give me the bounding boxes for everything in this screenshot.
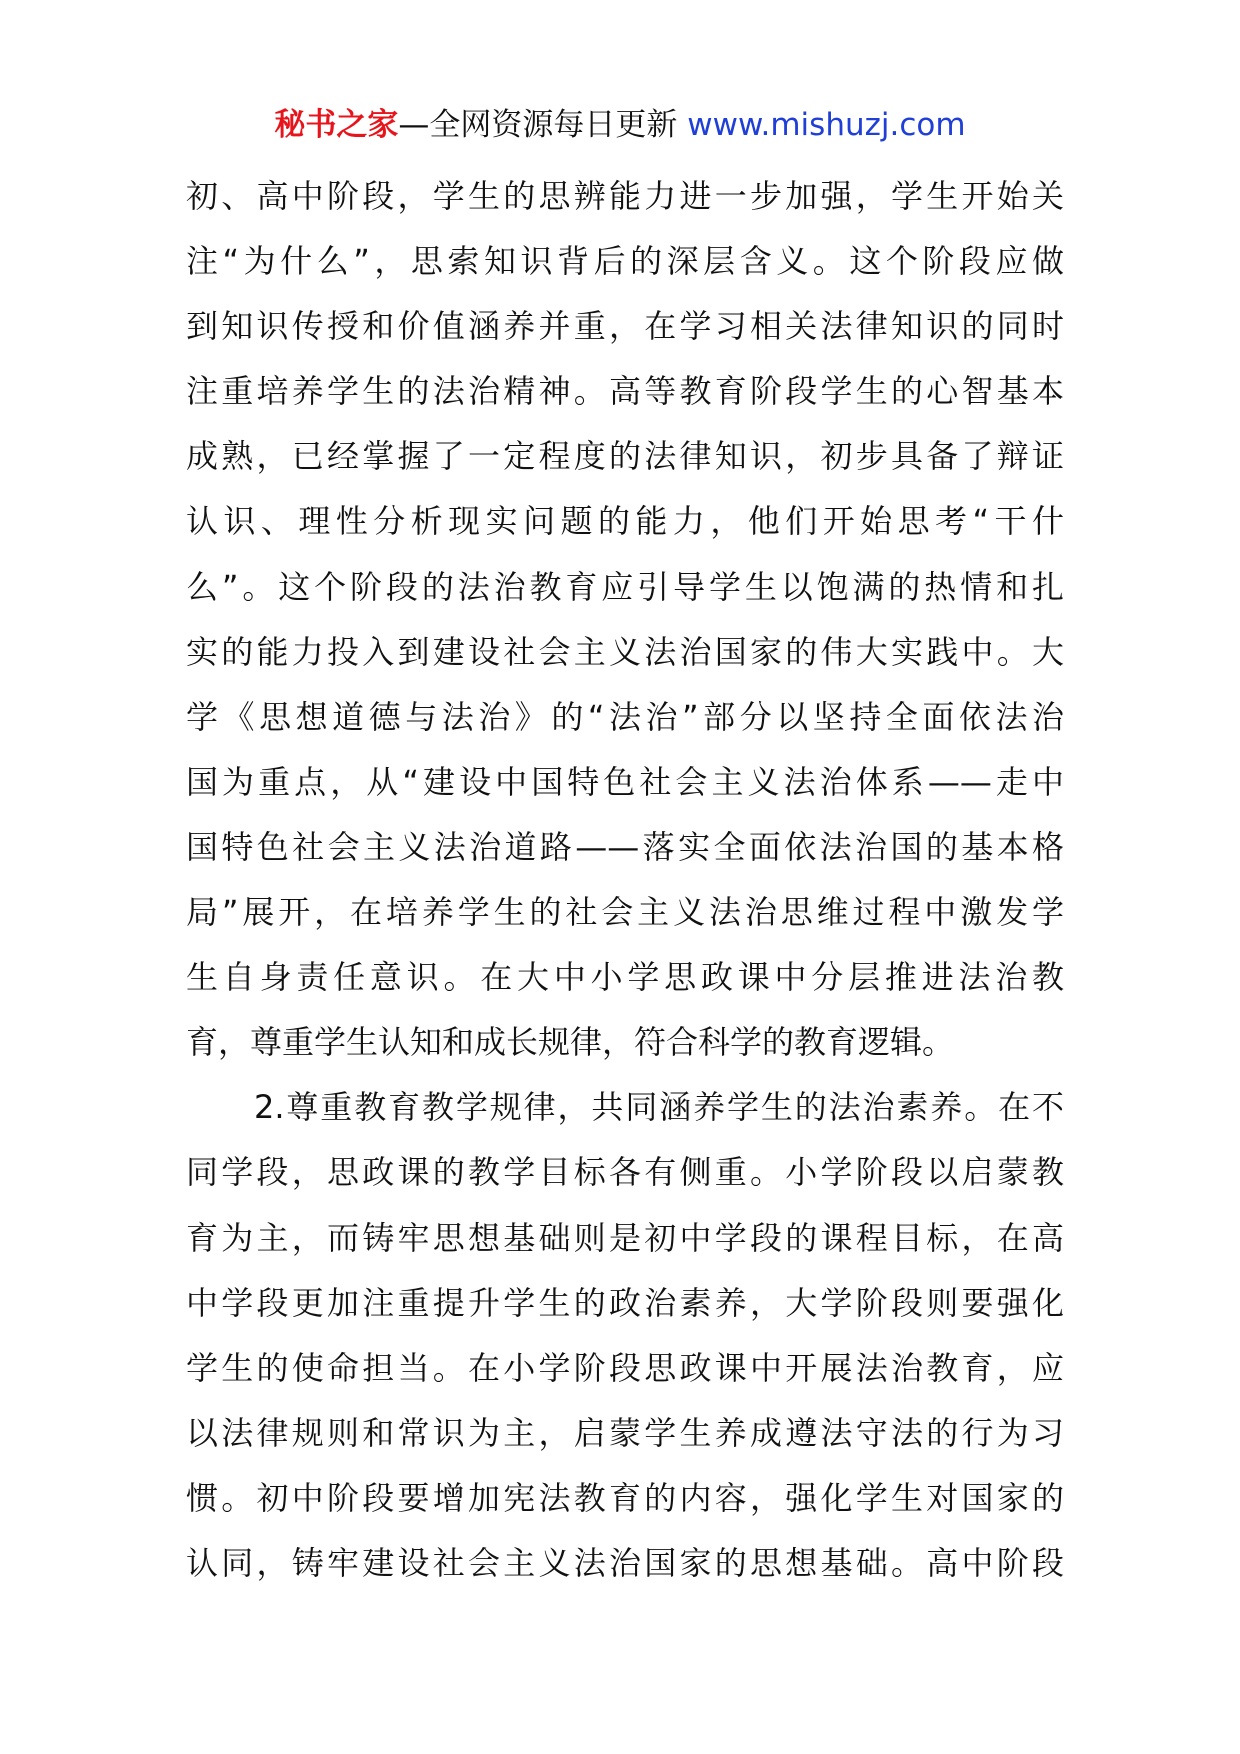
- text-line: 到知识传授和价值涵养并重，在学习相关法律知识的同时: [186, 307, 1064, 346]
- text-line: 国为重点，从“建设中国特色社会主义法治体系——走中: [186, 762, 1064, 801]
- text-line: 实的能力投入到建设社会主义法治国家的伟大实践中。大: [186, 632, 1064, 671]
- text-line: 同学段，思政课的教学目标各有侧重。小学阶段以启蒙教: [186, 1153, 1064, 1192]
- text-line: 以法律规则和常识为主，启蒙学生养成遵法守法的行为习: [186, 1413, 1064, 1452]
- text-line: 中学段更加注重提升学生的政治素养，大学阶段则要强化: [186, 1283, 1064, 1322]
- text-line: 成熟，已经掌握了一定程度的法律知识，初步具备了辩证: [186, 437, 1064, 476]
- text-line: 学《思想道德与法治》的“法治”部分以坚持全面依法治: [186, 697, 1064, 736]
- text-line: 认同，铸牢建设社会主义法治国家的思想基础。高中阶段: [186, 1543, 1064, 1582]
- paragraph-end-line: 育，尊重学生认知和成长规律，符合科学的教育逻辑。: [186, 1023, 955, 1062]
- website-link[interactable]: www.mishuzj.com: [687, 107, 966, 143]
- document-body: [186, 164, 1064, 1596]
- brand-name: 秘书之家: [274, 107, 399, 143]
- text-line: 么”。这个阶段的法治教育应引导学生以饱满的热情和扎: [186, 567, 1064, 606]
- text-line: 局”展开，在培养学生的社会主义法治思维过程中激发学: [186, 893, 1064, 932]
- text-line: 国特色社会主义法治道路——落实全面依法治国的基本格: [186, 827, 1064, 866]
- text-line: 注“为什么”，思索知识背后的深层含义。这个阶段应做: [186, 242, 1064, 281]
- text-line: 注重培养学生的法治精神。高等教育阶段学生的心智基本: [186, 372, 1064, 411]
- text-line: 生自身责任意识。在大中小学思政课中分层推进法治教: [186, 958, 1064, 997]
- text-line: 育为主，而铸牢思想基础则是初中学段的课程目标，在高: [186, 1218, 1064, 1257]
- header-tagline: —全网资源每日更新: [398, 107, 688, 143]
- text-line: 认识、理性分析现实问题的能力，他们开始思考“干什: [186, 502, 1064, 541]
- page-header: [0, 100, 1240, 150]
- text-line: 初、高中阶段，学生的思辨能力进一步加强，学生开始关: [186, 177, 1064, 215]
- text-line: 惯。初中阶段要增加宪法教育的内容，强化学生对国家的: [186, 1478, 1064, 1517]
- text-line: 学生的使命担当。在小学阶段思政课中开展法治教育，应: [186, 1348, 1064, 1387]
- paragraph-start-line: 2.尊重教育教学规律，共同涵养学生的法治素养。在不: [254, 1088, 1064, 1127]
